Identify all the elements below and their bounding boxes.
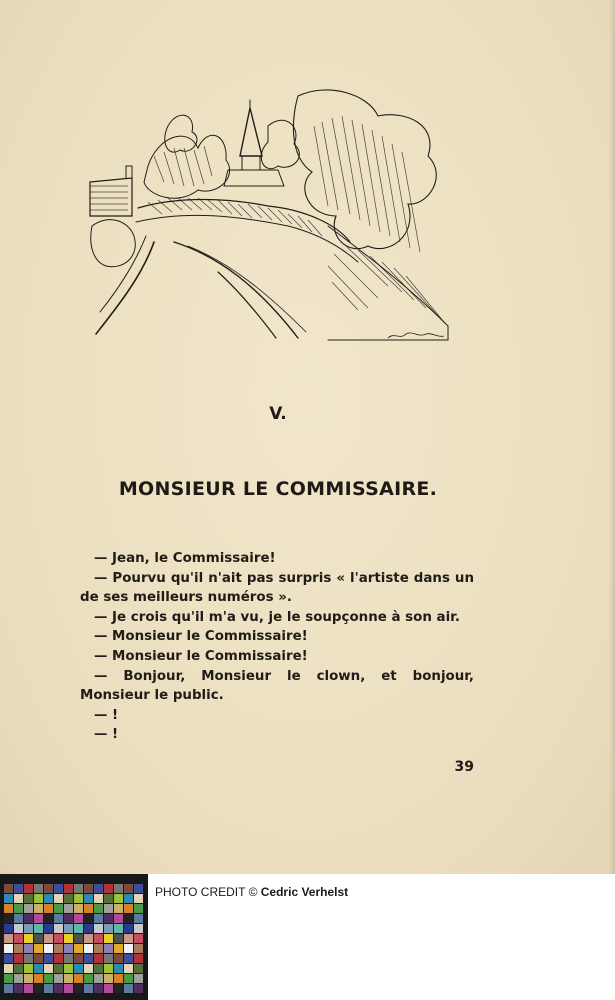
- color-swatch: [74, 894, 83, 903]
- color-swatch: [114, 934, 123, 943]
- color-swatch: [104, 884, 113, 893]
- color-swatch: [54, 904, 63, 913]
- color-swatch: [64, 914, 73, 923]
- color-swatch: [124, 984, 133, 993]
- paragraph: — Pourvu qu'il n'ait pas surpris « l'artiste dans un de ses meilleurs numéros ».: [80, 570, 474, 606]
- color-swatch: [4, 914, 13, 923]
- color-swatch: [14, 954, 23, 963]
- color-swatch: [24, 934, 33, 943]
- color-swatch: [104, 894, 113, 903]
- color-swatch: [54, 964, 63, 973]
- color-swatch: [34, 974, 43, 983]
- color-swatch: [124, 954, 133, 963]
- color-swatch: [94, 984, 103, 993]
- color-swatch: [24, 984, 33, 993]
- color-swatch: [134, 954, 143, 963]
- color-swatch: [34, 984, 43, 993]
- color-swatch: [24, 964, 33, 973]
- color-swatch: [34, 924, 43, 933]
- color-swatch: [74, 984, 83, 993]
- color-swatch: [114, 984, 123, 993]
- color-swatch: [24, 954, 33, 963]
- color-swatch: [24, 944, 33, 953]
- color-swatch: [64, 924, 73, 933]
- color-swatch: [44, 974, 53, 983]
- color-swatch: [74, 974, 83, 983]
- color-swatch: [74, 954, 83, 963]
- paragraph: — Bonjour, Monsieur le clown, et bonjour, Monsieur le public.: [80, 668, 474, 704]
- color-swatch: [74, 904, 83, 913]
- color-swatch: [124, 894, 133, 903]
- color-swatch: [44, 904, 53, 913]
- color-swatch: [34, 914, 43, 923]
- color-swatch: [24, 974, 33, 983]
- color-swatch: [114, 974, 123, 983]
- color-swatch: [104, 984, 113, 993]
- color-swatch: [134, 904, 143, 913]
- color-swatch: [84, 974, 93, 983]
- color-swatch: [24, 924, 33, 933]
- color-calibration-target: [0, 874, 148, 1000]
- color-swatch: [134, 944, 143, 953]
- color-swatch: [84, 914, 93, 923]
- color-swatch: [64, 934, 73, 943]
- color-swatch: [134, 974, 143, 983]
- color-swatch: [104, 924, 113, 933]
- credit-name: Cedric Verhelst: [260, 885, 349, 899]
- color-swatch: [34, 904, 43, 913]
- color-swatch: [74, 924, 83, 933]
- color-swatch: [4, 964, 13, 973]
- color-swatch: [44, 914, 53, 923]
- color-swatch: [4, 904, 13, 913]
- color-swatch: [44, 954, 53, 963]
- color-swatch: [64, 904, 73, 913]
- page-number: 39: [454, 759, 474, 775]
- color-swatch: [64, 964, 73, 973]
- color-swatch: [64, 894, 73, 903]
- color-swatch: [4, 894, 13, 903]
- color-swatch: [134, 894, 143, 903]
- color-swatch: [54, 884, 63, 893]
- color-swatch-grid: [4, 884, 143, 993]
- paragraph: — !: [94, 727, 119, 743]
- color-swatch: [104, 914, 113, 923]
- paragraph: — Monsieur le Commissaire!: [94, 648, 308, 664]
- color-swatch: [124, 884, 133, 893]
- color-swatch: [104, 974, 113, 983]
- color-swatch: [84, 884, 93, 893]
- color-swatch: [34, 964, 43, 973]
- color-swatch: [14, 924, 23, 933]
- color-swatch: [84, 964, 93, 973]
- color-swatch: [24, 894, 33, 903]
- color-swatch: [54, 914, 63, 923]
- color-swatch: [44, 944, 53, 953]
- color-swatch: [14, 914, 23, 923]
- color-swatch: [44, 884, 53, 893]
- color-swatch: [84, 954, 93, 963]
- color-swatch: [114, 894, 123, 903]
- color-swatch: [14, 934, 23, 943]
- color-swatch: [34, 944, 43, 953]
- color-swatch: [74, 914, 83, 923]
- color-swatch: [54, 944, 63, 953]
- color-swatch: [134, 884, 143, 893]
- color-swatch: [104, 904, 113, 913]
- color-swatch: [14, 964, 23, 973]
- chapter-title: MONSIEUR LE COMMISSAIRE.: [118, 478, 438, 500]
- color-swatch: [104, 934, 113, 943]
- color-swatch: [44, 894, 53, 903]
- color-swatch: [124, 964, 133, 973]
- color-swatch: [84, 904, 93, 913]
- color-swatch: [54, 894, 63, 903]
- color-swatch: [34, 894, 43, 903]
- color-swatch: [94, 964, 103, 973]
- color-swatch: [94, 974, 103, 983]
- color-swatch: [44, 964, 53, 973]
- color-swatch: [94, 894, 103, 903]
- color-swatch: [4, 924, 13, 933]
- color-swatch: [44, 934, 53, 943]
- color-swatch: [34, 954, 43, 963]
- color-swatch: [64, 974, 73, 983]
- color-swatch: [114, 954, 123, 963]
- color-swatch: [94, 884, 103, 893]
- color-swatch: [64, 944, 73, 953]
- paragraph: — Jean, le Commissaire!: [94, 551, 276, 566]
- color-swatch: [44, 984, 53, 993]
- color-swatch: [4, 944, 13, 953]
- color-swatch: [84, 894, 93, 903]
- body-text: [80, 549, 474, 745]
- page-edge: [609, 0, 615, 874]
- color-swatch: [114, 924, 123, 933]
- color-swatch: [24, 914, 33, 923]
- color-swatch: [4, 954, 13, 963]
- color-swatch: [124, 974, 133, 983]
- color-swatch: [44, 924, 53, 933]
- color-swatch: [14, 894, 23, 903]
- color-swatch: [94, 924, 103, 933]
- color-swatch: [104, 964, 113, 973]
- color-swatch: [114, 944, 123, 953]
- color-swatch: [64, 984, 73, 993]
- paragraph: — Je crois qu'il m'a vu, je le soupçonne à son air.: [94, 609, 460, 625]
- color-swatch: [54, 984, 63, 993]
- color-swatch: [84, 984, 93, 993]
- color-swatch: [54, 934, 63, 943]
- color-swatch: [4, 884, 13, 893]
- color-swatch: [114, 904, 123, 913]
- color-swatch: [124, 924, 133, 933]
- color-swatch: [54, 974, 63, 983]
- photo-credit: [155, 885, 348, 899]
- paragraph: — !: [94, 707, 119, 723]
- color-swatch: [94, 904, 103, 913]
- color-swatch: [134, 924, 143, 933]
- color-swatch: [134, 984, 143, 993]
- color-swatch: [54, 924, 63, 933]
- color-swatch: [64, 884, 73, 893]
- chapter-number: V.: [269, 404, 287, 424]
- color-swatch: [34, 884, 43, 893]
- color-swatch: [124, 914, 133, 923]
- color-swatch: [84, 934, 93, 943]
- color-swatch: [14, 944, 23, 953]
- color-swatch: [84, 924, 93, 933]
- color-swatch: [134, 934, 143, 943]
- color-swatch: [4, 984, 13, 993]
- color-swatch: [94, 934, 103, 943]
- color-swatch: [94, 954, 103, 963]
- color-swatch: [24, 904, 33, 913]
- color-swatch: [74, 964, 83, 973]
- color-swatch: [24, 884, 33, 893]
- color-swatch: [104, 944, 113, 953]
- color-swatch: [14, 984, 23, 993]
- color-swatch: [134, 964, 143, 973]
- paragraph: — Monsieur le Commissaire!: [94, 629, 308, 645]
- color-swatch: [114, 914, 123, 923]
- color-swatch: [64, 954, 73, 963]
- color-swatch: [114, 964, 123, 973]
- color-swatch: [104, 954, 113, 963]
- color-swatch: [74, 884, 83, 893]
- color-swatch: [94, 944, 103, 953]
- color-swatch: [124, 904, 133, 913]
- color-swatch: [124, 934, 133, 943]
- color-swatch: [114, 884, 123, 893]
- color-swatch: [74, 944, 83, 953]
- color-swatch: [54, 954, 63, 963]
- color-swatch: [4, 974, 13, 983]
- color-swatch: [94, 914, 103, 923]
- credit-prefix: PHOTO CREDIT ©: [155, 885, 258, 899]
- color-swatch: [14, 974, 23, 983]
- color-swatch: [34, 934, 43, 943]
- color-swatch: [124, 944, 133, 953]
- color-swatch: [14, 884, 23, 893]
- color-swatch: [84, 944, 93, 953]
- color-swatch: [4, 934, 13, 943]
- color-swatch: [134, 914, 143, 923]
- color-swatch: [74, 934, 83, 943]
- color-swatch: [14, 904, 23, 913]
- landscape-illustration: [88, 86, 458, 356]
